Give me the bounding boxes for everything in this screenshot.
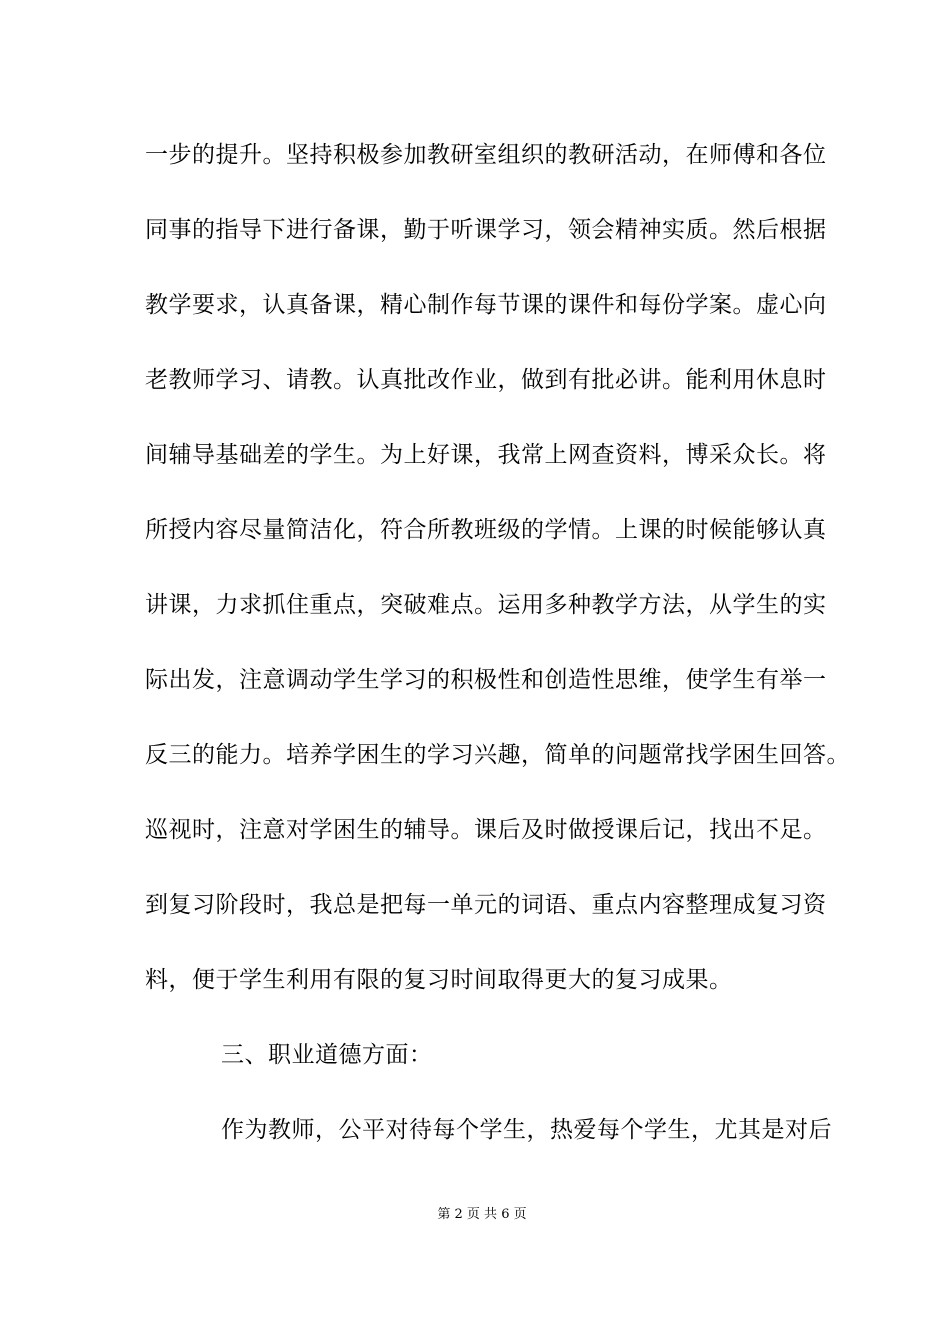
paragraph-line: 讲课，力求抓住重点，突破难点。运用多种教学方法，从学生的实	[145, 592, 827, 618]
paragraph-line: 老教师学习、请教。认真批改作业，做到有批必讲。能利用休息时	[145, 367, 827, 393]
paragraph-line: 反三的能力。培养学困生的学习兴趣，简单的问题常找学困生回答。	[145, 742, 850, 768]
paragraph-line: 际出发，注意调动学生学习的积极性和创造性思维，使学生有举一	[145, 667, 827, 693]
paragraph-line: 巡视时，注意对学困生的辅导。课后及时做授课后记，找出不足。	[145, 817, 827, 843]
paragraph-line: 一步的提升。坚持积极参加教研室组织的教研活动，在师傅和各位	[145, 142, 827, 168]
paragraph-line: 作为教师，公平对待每个学生，热爱每个学生，尤其是对后	[221, 1117, 832, 1143]
page-number-footer: 第 2 页 共 6 页	[437, 1207, 527, 1222]
paragraph-line: 教学要求，认真备课，精心制作每节课的课件和每份学案。虚心向	[145, 292, 827, 318]
paragraph-line: 料，便于学生利用有限的复习时间取得更大的复习成果。	[145, 967, 733, 993]
section-heading: 三、职业道德方面：	[221, 1042, 433, 1068]
paragraph-line: 同事的指导下进行备课，勤于听课学习，领会精神实质。然后根据	[145, 217, 827, 243]
paragraph-line: 间辅导基础差的学生。为上好课，我常上网查资料，博采众长。将	[145, 442, 827, 468]
paragraph-line: 所授内容尽量简洁化，符合所教班级的学情。上课的时候能够认真	[145, 517, 827, 543]
paragraph-line: 到复习阶段时，我总是把每一单元的词语、重点内容整理成复习资	[145, 892, 827, 918]
